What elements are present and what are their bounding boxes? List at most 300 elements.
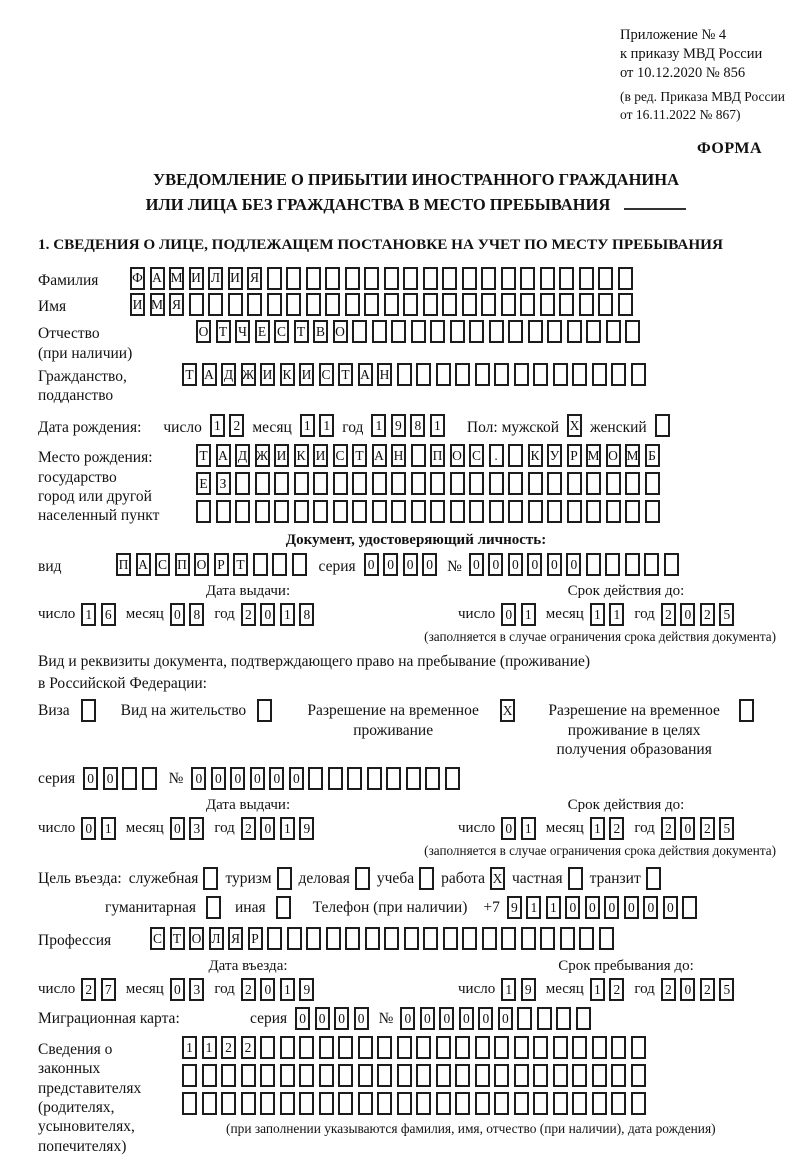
form-cell[interactable] (592, 1064, 607, 1087)
form-cell[interactable]: 0 (295, 1007, 310, 1030)
form-cell[interactable]: Я (228, 927, 243, 950)
form-cell[interactable] (253, 553, 268, 576)
form-cell[interactable]: Т (233, 553, 248, 576)
form-cell[interactable]: М (169, 267, 184, 290)
form-cell[interactable]: 0 (364, 553, 379, 576)
form-cell[interactable] (567, 500, 582, 523)
form-cell[interactable]: С (155, 553, 170, 576)
form-cell[interactable] (644, 553, 659, 576)
form-cell[interactable]: О (333, 320, 348, 343)
form-cell[interactable] (325, 267, 340, 290)
form-cell[interactable] (292, 553, 307, 576)
form-cell[interactable] (572, 363, 587, 386)
form-cell[interactable]: 1 (371, 414, 386, 437)
form-cell[interactable] (228, 293, 243, 316)
form-cell[interactable] (280, 1064, 295, 1087)
form-cell[interactable] (489, 472, 504, 495)
form-cell[interactable] (528, 472, 543, 495)
form-cell[interactable] (514, 1036, 529, 1059)
form-cell[interactable]: С (333, 444, 348, 467)
form-cell[interactable] (358, 1092, 373, 1115)
form-cell[interactable] (306, 293, 321, 316)
form-cell[interactable] (423, 267, 438, 290)
form-cell[interactable]: 1 (319, 414, 334, 437)
form-cell[interactable]: 0 (289, 767, 304, 790)
form-cell[interactable] (241, 1092, 256, 1115)
form-cell[interactable] (533, 1064, 548, 1087)
form-cell[interactable] (528, 320, 543, 343)
form-cell[interactable] (567, 472, 582, 495)
form-cell[interactable]: 0 (459, 1007, 474, 1030)
form-cell[interactable] (372, 500, 387, 523)
form-cell[interactable] (345, 927, 360, 950)
form-cell[interactable]: М (150, 293, 165, 316)
edu-permit-checkbox[interactable] (739, 699, 754, 722)
form-cell[interactable]: 2 (241, 1036, 256, 1059)
form-cell[interactable] (605, 553, 620, 576)
form-cell[interactable]: Е (255, 320, 270, 343)
form-cell[interactable] (397, 1036, 412, 1059)
form-cell[interactable] (294, 472, 309, 495)
form-cell[interactable] (364, 267, 379, 290)
form-cell[interactable] (319, 1092, 334, 1115)
title-blank-underline[interactable] (624, 206, 686, 210)
form-cell[interactable]: Я (169, 293, 184, 316)
form-cell[interactable]: 1 (546, 896, 561, 919)
form-cell[interactable]: Т (338, 363, 353, 386)
form-cell[interactable] (533, 1036, 548, 1059)
form-cell[interactable]: 0 (680, 603, 695, 626)
form-cell[interactable] (520, 293, 535, 316)
form-cell[interactable] (208, 293, 223, 316)
form-cell[interactable] (411, 500, 426, 523)
form-cell[interactable] (182, 1092, 197, 1115)
form-cell[interactable] (286, 267, 301, 290)
form-cell[interactable]: О (189, 927, 204, 950)
form-cell[interactable] (352, 472, 367, 495)
form-cell[interactable] (553, 1064, 568, 1087)
form-cell[interactable]: 1 (521, 603, 536, 626)
form-cell[interactable]: И (189, 267, 204, 290)
form-cell[interactable] (255, 472, 270, 495)
form-cell[interactable] (416, 363, 431, 386)
form-cell[interactable] (247, 293, 262, 316)
form-cell[interactable] (501, 293, 516, 316)
form-cell[interactable]: 5 (719, 978, 734, 1001)
form-cell[interactable] (445, 767, 460, 790)
form-cell[interactable] (579, 293, 594, 316)
form-cell[interactable] (338, 1036, 353, 1059)
form-cell[interactable] (313, 472, 328, 495)
form-cell[interactable]: 0 (624, 896, 639, 919)
form-cell[interactable] (338, 1064, 353, 1087)
form-cell[interactable]: О (194, 553, 209, 576)
form-cell[interactable]: 1 (182, 1036, 197, 1059)
form-cell[interactable]: 0 (170, 603, 185, 626)
form-cell[interactable] (553, 1036, 568, 1059)
form-cell[interactable] (579, 267, 594, 290)
form-cell[interactable]: 9 (299, 817, 314, 840)
form-cell[interactable]: И (228, 267, 243, 290)
form-cell[interactable] (455, 1064, 470, 1087)
form-cell[interactable]: С (469, 444, 484, 467)
form-cell[interactable] (391, 500, 406, 523)
form-cell[interactable] (306, 927, 321, 950)
form-cell[interactable]: 0 (501, 817, 516, 840)
form-cell[interactable]: 0 (269, 767, 284, 790)
form-cell[interactable]: З (216, 472, 231, 495)
form-cell[interactable] (455, 1036, 470, 1059)
form-cell[interactable] (189, 293, 204, 316)
form-cell[interactable] (618, 293, 633, 316)
form-cell[interactable]: И (274, 444, 289, 467)
form-cell[interactable] (521, 927, 536, 950)
form-cell[interactable]: Н (377, 363, 392, 386)
form-cell[interactable] (416, 1092, 431, 1115)
form-cell[interactable] (625, 320, 640, 343)
form-cell[interactable] (462, 927, 477, 950)
form-cell[interactable] (598, 293, 613, 316)
form-cell[interactable] (611, 363, 626, 386)
form-cell[interactable] (572, 1092, 587, 1115)
form-cell[interactable]: 2 (221, 1036, 236, 1059)
form-cell[interactable]: 0 (103, 767, 118, 790)
form-cell[interactable] (403, 267, 418, 290)
form-cell[interactable] (425, 767, 440, 790)
form-cell[interactable] (274, 472, 289, 495)
form-cell[interactable]: Т (294, 320, 309, 343)
form-cell[interactable] (625, 500, 640, 523)
form-cell[interactable] (142, 767, 157, 790)
form-cell[interactable]: 1 (101, 817, 116, 840)
form-cell[interactable] (501, 927, 516, 950)
form-cell[interactable]: 0 (81, 817, 96, 840)
form-cell[interactable] (592, 1092, 607, 1115)
form-cell[interactable] (430, 472, 445, 495)
form-cell[interactable] (416, 1036, 431, 1059)
form-cell[interactable]: 2 (661, 603, 676, 626)
form-cell[interactable]: 0 (585, 896, 600, 919)
form-cell[interactable]: Ф (130, 267, 145, 290)
form-cell[interactable]: Ж (241, 363, 256, 386)
form-cell[interactable] (560, 927, 575, 950)
form-cell[interactable] (537, 1007, 552, 1030)
form-cell[interactable] (345, 293, 360, 316)
form-cell[interactable] (306, 267, 321, 290)
form-cell[interactable]: 0 (508, 553, 523, 576)
form-cell[interactable]: 8 (410, 414, 425, 437)
form-cell[interactable]: 1 (590, 817, 605, 840)
form-cell[interactable] (489, 320, 504, 343)
form-cell[interactable]: Н (391, 444, 406, 467)
form-cell[interactable] (358, 1064, 373, 1087)
form-cell[interactable] (625, 553, 640, 576)
form-cell[interactable] (533, 363, 548, 386)
form-cell[interactable]: 5 (719, 603, 734, 626)
form-cell[interactable]: 0 (501, 603, 516, 626)
form-cell[interactable] (182, 1064, 197, 1087)
form-cell[interactable]: 9 (507, 896, 522, 919)
form-cell[interactable]: 0 (400, 1007, 415, 1030)
form-cell[interactable] (364, 293, 379, 316)
form-cell[interactable] (267, 267, 282, 290)
form-cell[interactable] (611, 1092, 626, 1115)
form-cell[interactable] (450, 500, 465, 523)
form-cell[interactable] (540, 267, 555, 290)
form-cell[interactable] (286, 293, 301, 316)
form-cell[interactable]: 0 (383, 553, 398, 576)
form-cell[interactable] (631, 1064, 646, 1087)
form-cell[interactable]: 2 (609, 978, 624, 1001)
form-cell[interactable]: П (116, 553, 131, 576)
form-cell[interactable]: 0 (498, 1007, 513, 1030)
form-cell[interactable] (325, 293, 340, 316)
form-cell[interactable] (592, 1036, 607, 1059)
form-cell[interactable] (267, 927, 282, 950)
form-cell[interactable] (528, 500, 543, 523)
form-cell[interactable]: П (175, 553, 190, 576)
form-cell[interactable]: О (196, 320, 211, 343)
temp-permit-checkbox[interactable]: X (500, 699, 515, 722)
form-cell[interactable]: 0 (439, 1007, 454, 1030)
form-cell[interactable]: 2 (241, 603, 256, 626)
form-cell[interactable]: И (299, 363, 314, 386)
form-cell[interactable]: Б (645, 444, 660, 467)
form-cell[interactable] (664, 553, 679, 576)
form-cell[interactable] (462, 293, 477, 316)
form-cell[interactable] (462, 267, 477, 290)
form-cell[interactable]: К (280, 363, 295, 386)
form-cell[interactable] (475, 363, 490, 386)
form-cell[interactable] (328, 767, 343, 790)
form-cell[interactable] (469, 320, 484, 343)
form-cell[interactable] (216, 500, 231, 523)
form-cell[interactable] (235, 472, 250, 495)
form-cell[interactable] (436, 363, 451, 386)
form-cell[interactable] (406, 767, 421, 790)
form-cell[interactable] (299, 1036, 314, 1059)
form-cell[interactable]: Т (216, 320, 231, 343)
form-cell[interactable] (475, 1092, 490, 1115)
form-cell[interactable] (299, 1064, 314, 1087)
form-cell[interactable] (221, 1092, 236, 1115)
form-cell[interactable]: 9 (521, 978, 536, 1001)
form-cell[interactable]: 0 (469, 553, 484, 576)
form-cell[interactable] (423, 293, 438, 316)
form-cell[interactable] (540, 293, 555, 316)
form-cell[interactable] (455, 1092, 470, 1115)
form-cell[interactable] (586, 320, 601, 343)
form-cell[interactable] (540, 927, 555, 950)
form-cell[interactable] (559, 267, 574, 290)
form-cell[interactable]: 1 (526, 896, 541, 919)
form-cell[interactable] (514, 1064, 529, 1087)
form-cell[interactable] (377, 1064, 392, 1087)
form-cell[interactable] (520, 267, 535, 290)
form-cell[interactable] (572, 1064, 587, 1087)
form-cell[interactable] (450, 320, 465, 343)
form-cell[interactable]: 0 (260, 817, 275, 840)
form-cell[interactable] (294, 500, 309, 523)
form-cell[interactable] (416, 1064, 431, 1087)
form-cell[interactable]: 1 (280, 603, 295, 626)
form-cell[interactable]: О (450, 444, 465, 467)
form-cell[interactable] (631, 1036, 646, 1059)
form-cell[interactable]: 3 (189, 817, 204, 840)
form-cell[interactable] (384, 267, 399, 290)
form-cell[interactable]: 2 (229, 414, 244, 437)
form-cell[interactable] (260, 1064, 275, 1087)
form-cell[interactable]: 1 (501, 978, 516, 1001)
form-cell[interactable] (586, 472, 601, 495)
private-checkbox[interactable] (568, 867, 583, 890)
form-cell[interactable] (196, 500, 211, 523)
form-cell[interactable] (508, 472, 523, 495)
form-cell[interactable]: А (358, 363, 373, 386)
form-cell[interactable] (443, 927, 458, 950)
form-cell[interactable] (559, 293, 574, 316)
form-cell[interactable] (377, 1092, 392, 1115)
form-cell[interactable]: 0 (230, 767, 245, 790)
form-cell[interactable]: 0 (643, 896, 658, 919)
form-cell[interactable] (260, 1036, 275, 1059)
form-cell[interactable]: Т (352, 444, 367, 467)
form-cell[interactable]: У (547, 444, 562, 467)
form-cell[interactable]: 1 (202, 1036, 217, 1059)
form-cell[interactable] (475, 1036, 490, 1059)
form-cell[interactable] (372, 320, 387, 343)
form-cell[interactable] (319, 1036, 334, 1059)
form-cell[interactable]: 3 (189, 978, 204, 1001)
form-cell[interactable]: Е (196, 472, 211, 495)
form-cell[interactable]: 0 (250, 767, 265, 790)
form-cell[interactable] (404, 927, 419, 950)
form-cell[interactable] (598, 267, 613, 290)
other-purpose-checkbox[interactable] (276, 896, 291, 919)
study-checkbox[interactable] (419, 867, 434, 890)
form-cell[interactable] (430, 500, 445, 523)
form-cell[interactable] (345, 267, 360, 290)
form-cell[interactable] (645, 500, 660, 523)
form-cell[interactable]: 0 (488, 553, 503, 576)
form-cell[interactable] (403, 293, 418, 316)
form-cell[interactable] (494, 1092, 509, 1115)
form-cell[interactable] (508, 444, 523, 467)
form-cell[interactable]: Ч (235, 320, 250, 343)
form-cell[interactable]: 1 (609, 603, 624, 626)
form-cell[interactable]: А (202, 363, 217, 386)
form-cell[interactable]: Л (208, 267, 223, 290)
form-cell[interactable] (592, 363, 607, 386)
form-cell[interactable]: 1 (81, 603, 96, 626)
form-cell[interactable] (631, 1092, 646, 1115)
form-cell[interactable] (469, 472, 484, 495)
form-cell[interactable] (280, 1036, 295, 1059)
form-cell[interactable]: 0 (191, 767, 206, 790)
form-cell[interactable] (430, 320, 445, 343)
form-cell[interactable] (606, 472, 621, 495)
form-cell[interactable]: 1 (280, 817, 295, 840)
form-cell[interactable] (553, 363, 568, 386)
form-cell[interactable]: А (372, 444, 387, 467)
form-cell[interactable]: А (150, 267, 165, 290)
form-cell[interactable]: 0 (680, 817, 695, 840)
form-cell[interactable] (586, 500, 601, 523)
form-cell[interactable]: 2 (700, 603, 715, 626)
form-cell[interactable] (469, 500, 484, 523)
form-cell[interactable]: 1 (280, 978, 295, 1001)
form-cell[interactable] (411, 320, 426, 343)
form-cell[interactable] (576, 1007, 591, 1030)
form-cell[interactable]: Я (247, 267, 262, 290)
form-cell[interactable]: Т (182, 363, 197, 386)
form-cell[interactable] (494, 1064, 509, 1087)
form-cell[interactable] (572, 1036, 587, 1059)
form-cell[interactable]: С (150, 927, 165, 950)
form-cell[interactable]: 0 (334, 1007, 349, 1030)
form-cell[interactable] (494, 1036, 509, 1059)
form-cell[interactable] (556, 1007, 571, 1030)
form-cell[interactable] (260, 1092, 275, 1115)
form-cell[interactable]: 2 (700, 817, 715, 840)
form-cell[interactable] (501, 267, 516, 290)
form-cell[interactable]: 2 (241, 978, 256, 1001)
form-cell[interactable]: 0 (315, 1007, 330, 1030)
form-cell[interactable] (397, 1064, 412, 1087)
form-cell[interactable]: Ж (255, 444, 270, 467)
form-cell[interactable]: Д (221, 363, 236, 386)
sex-male-checkbox[interactable]: X (567, 414, 582, 437)
form-cell[interactable] (299, 1092, 314, 1115)
form-cell[interactable] (517, 1007, 532, 1030)
form-cell[interactable] (682, 896, 697, 919)
form-cell[interactable] (514, 363, 529, 386)
form-cell[interactable] (475, 1064, 490, 1087)
form-cell[interactable]: Л (209, 927, 224, 950)
form-cell[interactable]: 2 (609, 817, 624, 840)
form-cell[interactable] (241, 1064, 256, 1087)
form-cell[interactable]: М (625, 444, 640, 467)
form-cell[interactable]: 5 (719, 817, 734, 840)
form-cell[interactable] (384, 927, 399, 950)
form-cell[interactable] (122, 767, 137, 790)
form-cell[interactable] (365, 927, 380, 950)
form-cell[interactable]: К (528, 444, 543, 467)
humanitarian-checkbox[interactable] (206, 896, 221, 919)
form-cell[interactable]: Р (214, 553, 229, 576)
form-cell[interactable]: В (313, 320, 328, 343)
form-cell[interactable] (442, 293, 457, 316)
official-checkbox[interactable] (203, 867, 218, 890)
form-cell[interactable] (391, 472, 406, 495)
form-cell[interactable] (255, 500, 270, 523)
form-cell[interactable] (358, 1036, 373, 1059)
form-cell[interactable]: И (130, 293, 145, 316)
form-cell[interactable]: 1 (300, 414, 315, 437)
form-cell[interactable] (508, 500, 523, 523)
form-cell[interactable] (338, 1092, 353, 1115)
form-cell[interactable] (333, 500, 348, 523)
form-cell[interactable]: 1 (590, 978, 605, 1001)
form-cell[interactable] (313, 500, 328, 523)
form-cell[interactable] (553, 1092, 568, 1115)
form-cell[interactable]: Р (567, 444, 582, 467)
form-cell[interactable] (280, 1092, 295, 1115)
form-cell[interactable] (508, 320, 523, 343)
form-cell[interactable]: 2 (241, 817, 256, 840)
form-cell[interactable] (547, 500, 562, 523)
work-checkbox[interactable]: X (490, 867, 505, 890)
